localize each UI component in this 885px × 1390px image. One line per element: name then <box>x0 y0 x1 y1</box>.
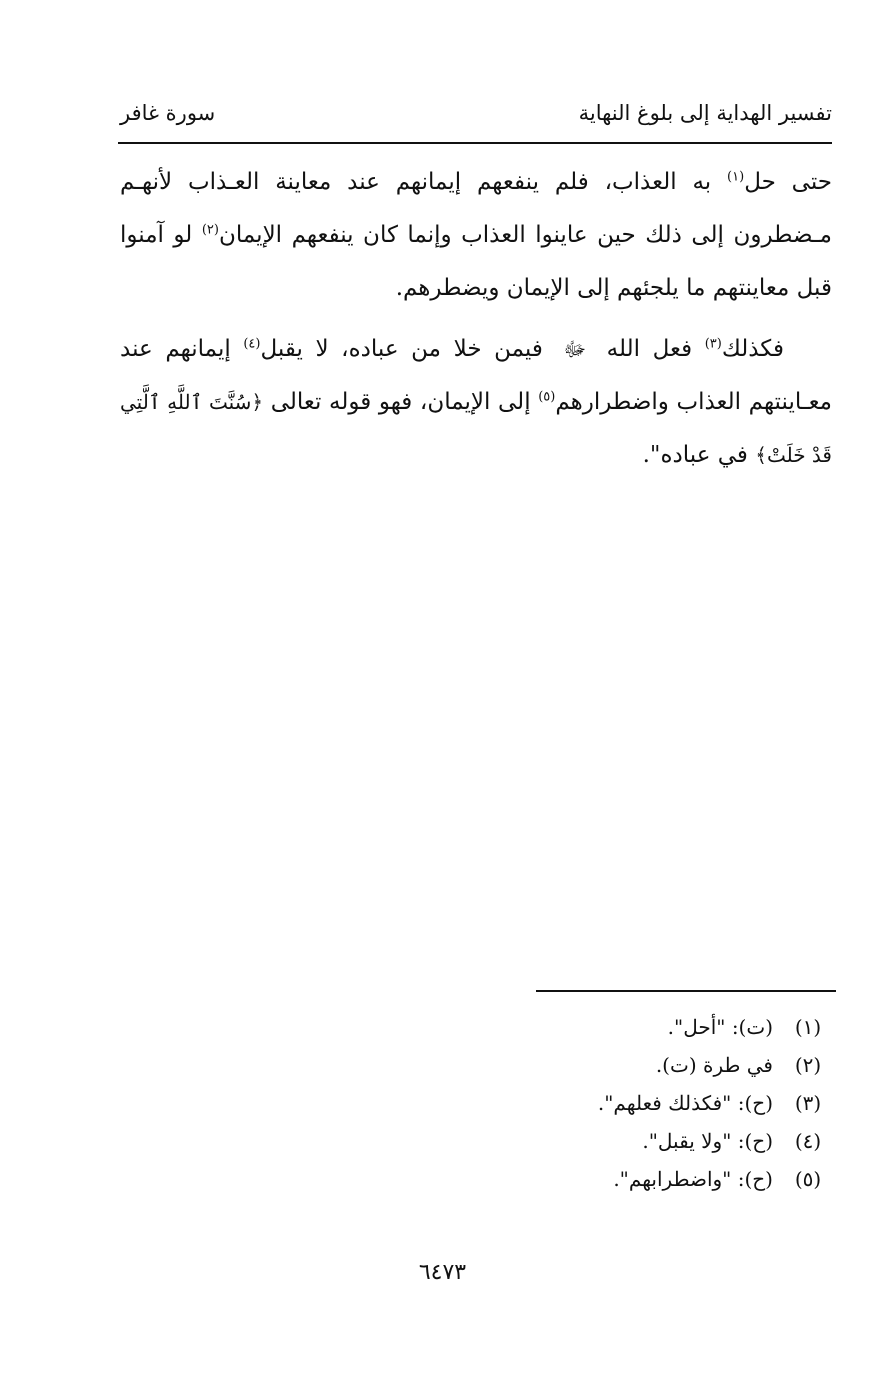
footnote-text: (ح): "ولا يقبل". <box>642 1129 773 1153</box>
text-run: في عباده". <box>642 442 756 468</box>
footnote-ref-1: (١) <box>727 169 745 185</box>
footnote-ref-2: (٢) <box>201 222 219 238</box>
paragraph-1 <box>120 156 832 315</box>
footnote-number: (٢) <box>794 1053 822 1077</box>
footnote-item <box>497 1008 837 1046</box>
footnote-item <box>497 1160 837 1198</box>
text-run: حتى حل <box>744 169 832 195</box>
quran-open-bracket: ﴿ <box>251 390 264 414</box>
footnote-number: (٤) <box>794 1129 822 1153</box>
text-run: فعل الله <box>594 336 705 362</box>
footnote-text: (ت): "أحل". <box>667 1015 773 1039</box>
footnotes-list <box>497 1008 837 1198</box>
footnote-text: (ح): "واضطرابهم". <box>613 1167 773 1191</box>
header-rule <box>118 142 832 144</box>
text-run: فيمن خلا من عباده، لا يقبل <box>260 336 556 362</box>
quran-verse: سُنَّتَ ٱللَّهِ ٱلَّتِي قَدْ خَلَتْ <box>120 390 832 467</box>
footnote-separator <box>536 990 836 992</box>
main-text <box>120 156 832 482</box>
footnote-item <box>497 1122 837 1160</box>
text-run: فكذلك <box>721 336 784 362</box>
book-title: تفسير الهداية إلى بلوغ النهاية <box>578 101 832 125</box>
footnote-ref-4: (٤) <box>243 336 261 352</box>
footnote-ref-3: (٣) <box>704 336 722 352</box>
footnote-number: (٥) <box>794 1167 822 1191</box>
footnote-number: (١) <box>794 1015 822 1039</box>
footnote-number: (٣) <box>794 1091 822 1115</box>
text-run: به العذاب، فلم ينفعهم إيمانهم عند معاينة العـذاب لأنهـم مـضطرون إلى ذلك حين عاينوا العذاب وإنما كان ينفعهم الإيمان <box>120 169 832 248</box>
running-header <box>120 96 832 130</box>
paragraph-2 <box>120 323 832 482</box>
footnote-text: في طرة (ت). <box>655 1053 773 1077</box>
quran-close-bracket: ﴾ <box>755 443 767 467</box>
footnote-text: (ح): "فكذلك فعلهم". <box>597 1091 773 1115</box>
text-run: إيمانهم عند معـاينتهم العذاب واضطرارهم <box>120 336 833 415</box>
footnote-item <box>497 1046 837 1084</box>
footnote-ref-5: (٥) <box>538 389 556 405</box>
text-run: لو آمنوا قبل معاينتهم ما يلجئهم إلى الإيمان ويضطرهم. <box>120 222 832 301</box>
honorific-glyph: ﷻ <box>563 337 587 361</box>
surah-name: سورة غافر <box>120 101 216 125</box>
page-number: ٦٤٧٣ <box>418 1260 467 1285</box>
footnote-item <box>497 1084 837 1122</box>
text-run: إلى الإيمان، فهو قوله تعالى <box>263 389 539 415</box>
